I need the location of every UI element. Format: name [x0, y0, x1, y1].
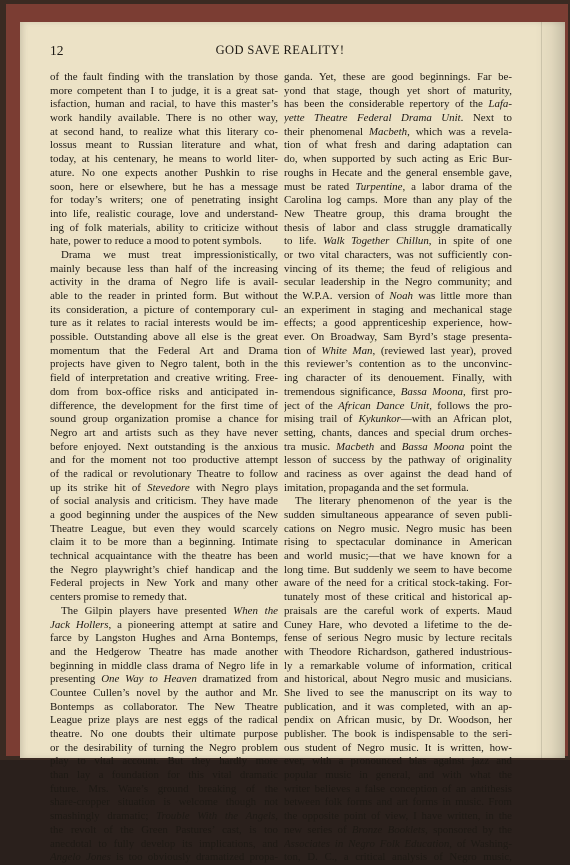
text-line	[284, 838, 512, 852]
text-line	[284, 400, 512, 414]
text-line	[284, 276, 512, 290]
text-line	[50, 304, 278, 318]
text-line	[50, 112, 278, 126]
line-text: Theatre League, but even they would scarcely	[50, 522, 278, 535]
text-line	[284, 660, 512, 674]
line-text: hate, power to reduce a mood to potent symbols.	[50, 235, 262, 248]
line-text: future. Mrs. Ware’s ground breaking of the	[50, 782, 278, 795]
text-line	[284, 112, 512, 126]
text-line	[284, 769, 512, 783]
text-line	[50, 687, 278, 701]
line-text: and world music;—that we have known for a	[284, 550, 512, 563]
line-text: tra music.	[284, 440, 337, 453]
text-line	[50, 276, 278, 290]
line-text: dramatized from	[196, 673, 278, 686]
line-text: possible. Outstanding above all else is the great	[50, 331, 278, 344]
line-text: sound group organization promise a chance for	[50, 413, 278, 426]
text-line	[50, 714, 278, 728]
text-line	[284, 427, 512, 441]
line-text: , first pro-	[462, 385, 512, 398]
text-line	[50, 769, 278, 783]
text-line	[50, 468, 278, 482]
text-line	[284, 687, 512, 701]
text-line	[284, 331, 512, 345]
text-line	[284, 345, 512, 359]
text-line	[50, 222, 278, 236]
line-text: must be rated	[284, 180, 356, 193]
line-text: and raciness as over against the dead hand of	[284, 467, 512, 480]
line-text: activity in the drama of Negro life is avail-	[50, 276, 278, 289]
line-text: sudden simultaneous appearance of seven publi-	[284, 509, 512, 521]
text-line	[50, 851, 278, 865]
text-line	[284, 728, 512, 742]
text-line	[284, 632, 512, 646]
line-text: Carolina log camps. More than any play of the	[284, 194, 512, 207]
text-line	[284, 810, 512, 824]
text-line	[284, 153, 512, 167]
line-text: Negro art and artists such as they have never	[50, 426, 278, 439]
text-line	[50, 783, 278, 797]
line-text: theatre. No one doubts their ultimate purpose	[50, 728, 278, 740]
line-text: lossus meant to Russian literature and what,	[50, 139, 278, 152]
line-text: smashingly dramatic;	[50, 810, 157, 823]
line-text: long time. But suddenly we seem to have become	[284, 563, 512, 576]
italic-title-text: One Way to Heaven	[101, 673, 197, 686]
line-text: secular leadership in the Negro community; and	[284, 276, 512, 289]
text-line	[284, 304, 512, 318]
line-text: between folk forms and art forms in music. From	[284, 796, 512, 809]
line-text: this reviewer’s contention as to the unconvinc-	[284, 358, 512, 371]
text-line	[284, 235, 512, 249]
italic-title-text: Macbeth	[368, 125, 408, 138]
line-text: the revolt of the Green Pastures’ cast, is too	[50, 823, 278, 836]
line-text: of the radical or revolutionary Theatre to follow	[50, 467, 278, 480]
text-line	[284, 577, 512, 591]
text-line	[50, 194, 278, 208]
text-line	[50, 564, 278, 578]
line-text: isfaction, human and racial, to have this master’s	[50, 98, 278, 111]
line-text: ton, D. C., a critical analysis of Negro music,	[284, 851, 512, 864]
text-line	[50, 85, 278, 99]
italic-title-text: Bronze Booklets	[351, 823, 426, 836]
italic-title-text: White Man	[321, 344, 373, 357]
text-line	[284, 619, 512, 633]
text-line	[284, 85, 512, 99]
line-text: difference, the development for the first time of	[50, 399, 278, 412]
line-text: She lived to see the manuscript on its way to	[284, 686, 512, 699]
text-line	[284, 139, 512, 153]
line-text: today, at his centenary, he means to world liter-	[50, 153, 278, 166]
text-line	[50, 126, 278, 140]
text-line	[50, 646, 278, 660]
line-text: The Gilpin players have presented	[61, 604, 234, 617]
text-line	[50, 482, 278, 496]
line-text: soon, here or elsewhere, but he has a message	[50, 180, 278, 193]
line-text: ing character of its denouement. Finally, with	[284, 372, 512, 385]
italic-title-text: Stevedore	[147, 481, 190, 494]
line-text: ing of folk materials, ability to criticize without	[50, 221, 278, 234]
text-line	[50, 139, 278, 153]
line-text: ly a remarkable volume of information, critical	[284, 659, 512, 672]
text-line	[50, 400, 278, 414]
line-text: , (reviewed last year), proved	[372, 344, 512, 357]
text-line	[50, 810, 278, 824]
text-line	[50, 454, 278, 468]
line-text: or two vital characters, was not sufficiently con-	[284, 248, 512, 261]
text-line	[284, 98, 512, 112]
text-line	[284, 167, 512, 181]
line-text: was little more than	[413, 290, 512, 302]
line-text: imitation, propaganda and the set formula.	[284, 481, 469, 494]
text-line	[284, 317, 512, 331]
line-text: into life, realistic courage, love and understand-	[50, 207, 278, 220]
line-text: lesson of success by the pathway of originality	[284, 454, 512, 467]
text-line	[50, 331, 278, 345]
text-line	[284, 194, 512, 208]
line-text: praisals are the careful work of experts. Maud	[284, 604, 512, 617]
line-text: New Theatre group, this drama brought the	[284, 207, 512, 220]
line-text: and for the moment not too productive attempt	[50, 454, 278, 467]
line-text: vincing of its theme; the feud of religious and	[284, 262, 512, 275]
line-text: and	[374, 440, 402, 453]
line-text: before enjoyed. Next outstanding is the anxious	[50, 440, 278, 453]
line-text: ous student of Negro music. It is written, how-	[284, 741, 512, 754]
italic-title-text: Noah	[389, 290, 413, 302]
text-line	[50, 755, 278, 769]
page-fold-shadow	[535, 22, 565, 758]
line-text: ature. No one expects another Pushkin to rise	[50, 166, 278, 179]
line-text: , of Washing-	[449, 837, 512, 850]
line-text: to life.	[284, 235, 324, 248]
text-line	[50, 550, 278, 564]
italic-title-text: Jack Hollers	[50, 618, 109, 631]
line-text: the opposite point of view, I have written, in the	[284, 810, 512, 823]
text-line	[50, 605, 278, 619]
line-text: projects have given to Negro talent, both in the	[50, 358, 278, 371]
text-line	[50, 619, 278, 633]
line-text: League prize plays are nest eggs of the radical	[50, 714, 278, 727]
line-text: point the	[464, 440, 512, 453]
line-text: ject of the	[284, 399, 339, 412]
line-text: share-cropper situation is welcome though not	[50, 796, 278, 809]
text-line	[50, 167, 278, 181]
line-text: fense of serious Negro music by lecture recitals	[284, 632, 512, 645]
text-line	[50, 796, 278, 810]
line-text: aware of the need for a critical stock-taking. For-	[284, 577, 512, 590]
line-text: do, when supported by such acting as Eric Bur-	[284, 153, 512, 166]
text-line	[284, 509, 512, 523]
italic-title-text: When the	[233, 604, 278, 617]
text-line	[50, 317, 278, 331]
text-line	[50, 523, 278, 537]
text-line	[50, 71, 278, 85]
text-line	[50, 495, 278, 509]
line-text: The literary phenomenon of the year is the	[295, 495, 512, 508]
line-text: of social analysis and criticism. They have made	[50, 495, 278, 508]
text-line	[284, 454, 512, 468]
line-text: with Theodore Richardson, gathered industrious-	[284, 645, 512, 658]
text-line	[284, 564, 512, 578]
text-line	[284, 482, 512, 496]
text-line	[50, 838, 278, 852]
line-text: yond that stage, though yet short of maturity,	[284, 84, 512, 97]
text-line	[50, 427, 278, 441]
line-text: up its strike hit of	[50, 481, 148, 494]
text-line	[50, 536, 278, 550]
line-text: their phenomenal	[284, 125, 369, 138]
italic-title-text: yette Theatre Federal Drama Unit	[284, 112, 461, 125]
line-text: , sponsored by the	[425, 823, 512, 836]
line-text: anecdotal to fully develop its implications, and	[50, 837, 278, 850]
line-text: writer believes a false conception of an antithesis	[284, 782, 512, 795]
line-text: and historical, about Negro music and musicians.	[284, 673, 512, 686]
line-text: with Negro plays	[189, 481, 278, 494]
text-line	[284, 495, 512, 509]
line-text: rising to spectacular dominance in American	[284, 536, 512, 549]
text-line	[284, 742, 512, 756]
text-line	[50, 263, 278, 277]
text-line	[284, 441, 512, 455]
italic-title-text: Associates in Negro Folk Education	[284, 837, 450, 850]
line-text: mainly because less than half of the increasing	[50, 262, 278, 275]
line-text: popular music in general, and with what the	[284, 769, 512, 782]
line-text: tunately most of these critical and historical ap-	[284, 591, 512, 604]
line-text: and the Hedgerow Theatre has made another	[50, 645, 278, 658]
text-line	[284, 71, 512, 85]
italic-title-text: Bassa Moona	[401, 440, 465, 453]
line-text: setting, chants, dances and special drum orches-	[284, 426, 512, 439]
text-line	[50, 372, 278, 386]
running-head: GOD SAVE REALITY!	[215, 43, 345, 57]
line-text: roughs in Hecate and the general ensemble gave,	[284, 166, 512, 179]
italic-title-text: Angelo Jones	[50, 851, 111, 864]
text-line	[50, 660, 278, 674]
text-line	[284, 222, 512, 236]
left-text-column	[50, 71, 278, 865]
italic-title-text: Turpentine	[355, 180, 403, 193]
page-header	[50, 43, 510, 61]
line-text: pendix on African music, by Dr. Woodson, her	[284, 714, 512, 727]
line-text: —with an African plot,	[400, 413, 512, 426]
line-text: publication, and it was completed, with an ap-	[284, 700, 512, 713]
text-line	[50, 290, 278, 304]
line-text: ,	[275, 810, 278, 823]
line-text: Countee Cullen’s novel by the author and Mr.	[50, 686, 278, 699]
text-line	[50, 345, 278, 359]
line-text: Federal projects in New York and many other	[50, 577, 278, 590]
line-text: claim it to be more than a beginning. Intimate	[50, 536, 278, 549]
line-text: work handily available. There is no other way,	[50, 112, 278, 125]
line-text: , in spite of one	[428, 235, 512, 248]
text-line	[50, 249, 278, 263]
line-text: tion of what fresh and daring adaptation can	[284, 139, 512, 152]
text-line	[50, 386, 278, 400]
line-text: thesis of labor and class struggle dramatically	[284, 221, 512, 234]
text-line	[284, 126, 512, 140]
text-line	[284, 468, 512, 482]
line-text: momentum that the Federal Art and Drama	[50, 344, 278, 357]
text-line	[284, 208, 512, 222]
text-line	[284, 783, 512, 797]
page-number: 12	[50, 43, 64, 58]
line-text: field of interpretation and creative writing. Free-	[50, 372, 278, 385]
line-text: beginning in middle class drama of Negro life in	[50, 659, 278, 672]
line-text: farce by Langston Hughes and Arna Bontemps,	[50, 632, 278, 645]
text-line	[284, 249, 512, 263]
line-text: new series of	[284, 823, 352, 836]
text-line	[284, 851, 512, 865]
line-text: is too obviously dramatized propa-	[110, 851, 278, 864]
text-line	[50, 181, 278, 195]
line-text: publisher. The book is indispensable to the seri-	[284, 728, 512, 740]
text-line	[50, 701, 278, 715]
line-text: Drama we must treat impressionistically,	[61, 248, 278, 261]
line-text: play to vital account. But they hardly more	[50, 755, 278, 768]
text-line	[284, 673, 512, 687]
line-text: dom from box-office risks and anticipated in-	[50, 385, 278, 398]
line-text: an experiment in staging and mechanical stage	[284, 303, 512, 316]
line-text: has been the considerable repertory of the	[284, 98, 489, 111]
text-line	[50, 742, 278, 756]
line-text: , which was a revela-	[407, 125, 512, 138]
text-line	[284, 796, 512, 810]
text-line	[50, 153, 278, 167]
line-text: effects; a good apprenticeship experience, how-	[284, 317, 512, 330]
text-line	[284, 290, 512, 304]
line-text: ganda. Yet, these are good beginnings. Far be-	[284, 71, 512, 83]
text-line	[284, 372, 512, 386]
line-text: its consideration, a picture of contemporary cul-	[50, 303, 278, 316]
line-text: of the fault finding with the translation by those	[50, 71, 278, 83]
text-line	[284, 605, 512, 619]
text-line	[284, 755, 512, 769]
italic-title-text: African Dance Unit	[338, 399, 430, 412]
text-line	[284, 263, 512, 277]
line-text: able to the reader in printed form. But without	[50, 290, 278, 302]
right-text-column	[284, 71, 512, 865]
line-text: , follows the pro-	[429, 399, 512, 412]
line-text: tion of	[284, 344, 322, 357]
text-line	[284, 550, 512, 564]
italic-title-text: Trouble With the Angels	[156, 810, 276, 823]
text-line	[50, 235, 278, 249]
text-line	[50, 577, 278, 591]
line-text: cations on Negro music. Negro music has been	[284, 522, 512, 535]
text-line	[50, 632, 278, 646]
line-text: ever. On Broadway, Sam Byrd’s stage presenta-	[284, 331, 512, 344]
line-text: technical acquaintance with the theatre has been	[50, 550, 278, 563]
line-text: Cuney Hare, who devoted a lifetime to the de-	[284, 618, 512, 631]
line-text: Bontemps as collaborator. The New Theatre	[50, 700, 278, 713]
text-line	[50, 441, 278, 455]
italic-title-text: Bassa Moona	[400, 385, 463, 398]
line-text: presenting	[50, 673, 102, 686]
text-line	[284, 824, 512, 838]
text-line	[284, 358, 512, 372]
line-text: centers promise to remedy that.	[50, 591, 187, 604]
text-line	[284, 523, 512, 537]
text-line	[50, 358, 278, 372]
italic-title-text: Lafa-	[488, 98, 512, 111]
text-line	[284, 646, 512, 660]
text-line	[50, 509, 278, 523]
text-line	[284, 536, 512, 550]
text-line	[284, 591, 512, 605]
line-text: for today’s writers; one of penetrating insight	[50, 194, 278, 207]
text-line	[50, 208, 278, 222]
line-text: ture as it relates to racial interests would be im-	[50, 317, 278, 330]
italic-title-text: Macbeth	[336, 440, 375, 453]
line-text: ever, with a pronounced bias against jazz and	[284, 755, 512, 768]
line-text: , a pioneering attempt at satire and	[108, 618, 278, 631]
text-line	[50, 98, 278, 112]
text-line	[50, 673, 278, 687]
text-line	[50, 728, 278, 742]
line-text: . Next to	[460, 112, 512, 125]
text-line	[50, 824, 278, 838]
italic-title-text: Walk Together Chillun	[323, 235, 429, 248]
text-line	[50, 413, 278, 427]
line-text: , a labor drama of the	[402, 180, 512, 193]
text-line	[284, 413, 512, 427]
line-text: at second hand, to realize what this literary co-	[50, 125, 278, 138]
line-text: the Negro playwright’s chief handicap and the	[50, 563, 278, 576]
line-text: a good beginning under the auspices of the New	[50, 509, 278, 521]
line-text: mising trail of	[284, 413, 359, 426]
italic-title-text: Kykunkor	[358, 413, 401, 426]
text-line	[284, 714, 512, 728]
line-text: or the desirability of turning the Negro problem	[50, 741, 278, 754]
text-line	[50, 591, 278, 605]
line-text: tremendous significance,	[284, 385, 401, 398]
text-line	[284, 386, 512, 400]
text-line	[284, 701, 512, 715]
line-text: more competent than I to judge, it is a great sat-	[50, 84, 278, 97]
line-text: than lay a foundation for this vital dramatic	[50, 769, 278, 782]
line-text: the W.P.A. version of	[284, 290, 390, 302]
text-line	[284, 181, 512, 195]
